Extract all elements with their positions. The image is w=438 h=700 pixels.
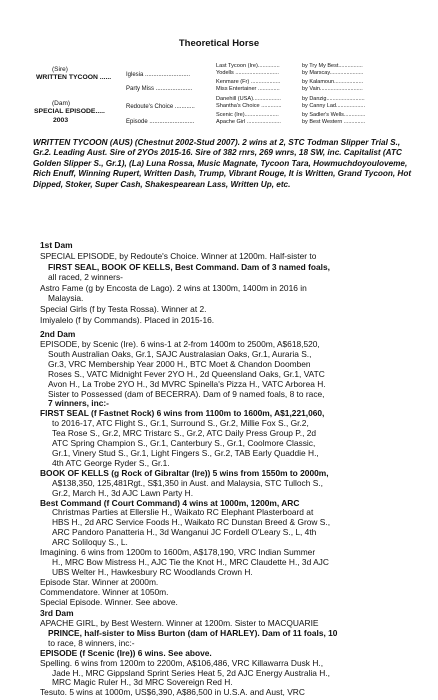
- dam2-line: Gr.2, March H., 3d AJC Lawn Party H.: [52, 487, 194, 498]
- dam2-line: UBS Welter H., Hawkesbury RC Woodlands Crown H.: [52, 566, 253, 577]
- gen2-sire-sire: Iglesia ...........................: [126, 72, 191, 78]
- dam1-line: Imiyalelo (f by Commands). Placed in 2015-16.: [40, 314, 215, 325]
- dam3-line: MRC Magic Ruler H., 3d MRC Sovereign Red H.: [52, 677, 233, 688]
- sire-summary: WRITTEN TYCOON (AUS) (Chestnut 2002-Stud 2007). 2 wins at 2, STC Todman Slipper Trial S., Gr.2. Leading Aust. Sire of 2YOs 2015-16. Sire of 382 rnrs, 269 wnrs, 18 SW, inc. Capitalist (ATC Golden Slipper S., Gr.1), (La) Luna Rossa, Music Magnate, Tycoon Tara, Howmuchdoyouloveme, Rich Enuff, Winning Rupert, Written Dash, Trump, Vibrant Rouge, It is Written, Grand Tycoon, Hot Dipped, Stoker, Super Cash, Shakespearean Lass, Written Up, etc.: [33, 138, 412, 189]
- dam2-line: South Australian Oaks, Gr.1, SAJC Australasian Oaks, Gr.1, Auraria S.,: [48, 348, 312, 359]
- dam2-line: ARC Soliloquy S., L.: [52, 537, 128, 548]
- dam2-line: Imagining. 6 wins from 1200m to 1600m, A$178,190, VRC Indian Summer: [40, 547, 316, 558]
- dam2-line: Best Command (f Court Command) 4 wins at 1000m, 1200m, ARC: [40, 497, 300, 508]
- dam-year: 2003: [53, 117, 69, 124]
- gen4-6: by Canny Lad...................: [302, 103, 365, 109]
- dam3-line: EPISODE (f Scenic (Ire)) 6 wins. See above.: [40, 647, 212, 658]
- dam2-line: A$138,350, 125,481Rgt., S$1,350 in Aust. and Malaysia, STC Tulloch S.,: [52, 477, 323, 488]
- gen4-4: by Vain............................: [302, 86, 363, 92]
- gen4-1: by Try My Best................: [302, 63, 363, 69]
- dam1-section: [40, 251, 400, 325]
- sire-name: WRITTEN TYCOON ......: [36, 74, 112, 81]
- page-title: Theoretical Horse: [178, 38, 260, 49]
- dam2-line: Commendatore. Winner at 1050m.: [40, 586, 169, 597]
- gen3-8: Apache Girl ......................: [216, 119, 281, 125]
- gen3-7: Scenic (Ire)......................: [216, 112, 279, 118]
- gen2-dam-sire: Redoute's Choice ............: [126, 104, 195, 110]
- gen4-8: by Best Western ..............: [302, 119, 366, 125]
- dam3-line: Spelling. 6 wins from 1200m to 2200m, A$106,486, VRC Killawarra Dusk H.,: [40, 657, 324, 668]
- dam2-line: Episode Star. Winner at 2000m.: [40, 576, 159, 587]
- dam2-line: Roses S., VATC Midnight Fever 2YO H., 2d Queensland Oaks, Gr.1, VATC: [48, 368, 325, 379]
- dam2-line: Gr.1, Vinery Stud S., Gr.1, Light Fingers S., Gr.2, TAB Early Quaddie H.,: [52, 447, 319, 458]
- gen3-3: Kenmare (Fr) ...................: [216, 79, 281, 85]
- dam-label: (Dam): [52, 100, 71, 107]
- gen3-6: Shantha's Choice .............: [216, 103, 282, 109]
- dam2-line: EPISODE, by Scenic (Ire). 6 wins-1 at 2-from 1400m to 2500m, A$618,520,: [40, 339, 320, 349]
- gen4-5: by Danzig.........................: [302, 96, 365, 102]
- dam3-line: Tesuto. 5 wins at 1000m, US$6,390, A$86,500 in U.S.A. and Aust, VRC: [40, 687, 305, 698]
- dam1-line: Malaysia.: [48, 293, 84, 304]
- dam2-line: 7 winners, inc:-: [48, 398, 109, 409]
- gen3-4: Miss Entertainer ..............: [216, 86, 280, 92]
- dam1-line: Special Girls (f by Testa Rossa). Winner at 2.: [40, 303, 207, 314]
- dam3-line: to race, 8 winners, inc:-: [48, 637, 135, 648]
- dam2-line: 4th ATC George Ryder S., Gr.1.: [52, 457, 170, 468]
- gen4-3: by Kalamoun...................: [302, 79, 364, 85]
- dam2-line: Christmas Parties at Ellerslie H., Waikato RC Elephant Plasterboard at: [52, 507, 314, 518]
- dam1-heading: 1st Dam: [40, 240, 73, 250]
- dam2-section: [40, 340, 400, 607]
- dam2-line: to 2016-17, ATC Flight S., Gr.1, Surround S., Gr.2, Millie Fox S., Gr.2,: [52, 418, 309, 429]
- gen3-1: Last Tycoon (Ire)..............: [216, 63, 280, 69]
- dam-name: SPECIAL EPISODE.....: [34, 108, 105, 115]
- gen3-5: Danehill (USA)..................: [216, 96, 281, 102]
- dam3-heading: 3rd Dam: [40, 608, 74, 618]
- dam2-line: Special Episode. Winner. See above.: [40, 596, 178, 607]
- dam2-line: Tea Rose S., Gr.2, MRC Tristarc S., Gr.2, ATC Daily Press Group P., 2d: [52, 428, 317, 439]
- dam1-line: FIRST SEAL, BOOK OF KELLS, Best Command. Dam of 3 named foals,: [48, 261, 330, 272]
- dam3-line: Jade H., MRC Gippsland Sprint Series Heat 5, 2d AJC Energy Australia H.,: [52, 667, 330, 678]
- dam2-line: Gr.3, VRC Membership Year 2000 H., BTC Moet & Chandon Doomben: [48, 358, 311, 369]
- gen4-2: by Marscay......................: [302, 70, 364, 76]
- dam1-line: Astro Fame (g by Encosta de Lago). 2 wins at 1300m, 1400m in 2016 in: [40, 282, 307, 293]
- dam2-line: Avon H., La Trobe 2YO H., 3d MVRC Spinella's Pizza H., VATC Arborea H.: [48, 378, 326, 389]
- dam2-line: H., MRC Bow Mistress H., AJC Tie the Knot H., MRC Claudette H., 3d AJC: [52, 556, 329, 567]
- dam3-section: [40, 619, 400, 698]
- gen4-7: by Sadler's Wells..............: [302, 112, 366, 118]
- gen3-2: Yodells ............................: [216, 70, 279, 76]
- gen2-dam-dam: Episode ...........................: [126, 119, 195, 125]
- dam2-line: ATC Spring Champion S., Gr.1, Canterbury S., Gr.1, Coolmore Classic,: [52, 438, 316, 449]
- dam2-line: ARC Pandoro Panatteria H., 3d Wanganui JC Fordell O'Leary S., L, 4th: [52, 527, 317, 538]
- dam3-line: PRINCE, half-sister to Miss Burton (dam of HARLEY). Dam of 11 foals, 10: [48, 627, 338, 638]
- sire-label: (Sire): [52, 66, 68, 73]
- dam2-line: BOOK OF KELLS (g Rock of Gibraltar (Ire)) 5 wins from 1550m to 2000m,: [40, 467, 329, 478]
- dam3-line: APACHE GIRL, by Best Western. Winner at 1200m. Sister to MACQUARIE: [40, 618, 319, 628]
- dam1-line: all raced, 2 winners-: [48, 272, 123, 283]
- dam2-line: FIRST SEAL (f Fastnet Rock) 6 wins from 1100m to 1600m, A$1,221,060,: [40, 408, 325, 419]
- dam2-line: HBS H., 2d ARC Service Foods H., Waikato RC Dunstan Breed & Grow S.,: [52, 517, 331, 528]
- dam2-line: Sister to Possessed (dam of BECERRA). Dam of 9 named foals, 8 to race,: [48, 388, 325, 399]
- dam2-heading: 2nd Dam: [40, 329, 76, 339]
- gen2-sire-dam: Party Miss ......................: [126, 86, 193, 92]
- dam1-line: SPECIAL EPISODE, by Redoute's Choice. Winner at 1200m. Half-sister to: [40, 251, 317, 261]
